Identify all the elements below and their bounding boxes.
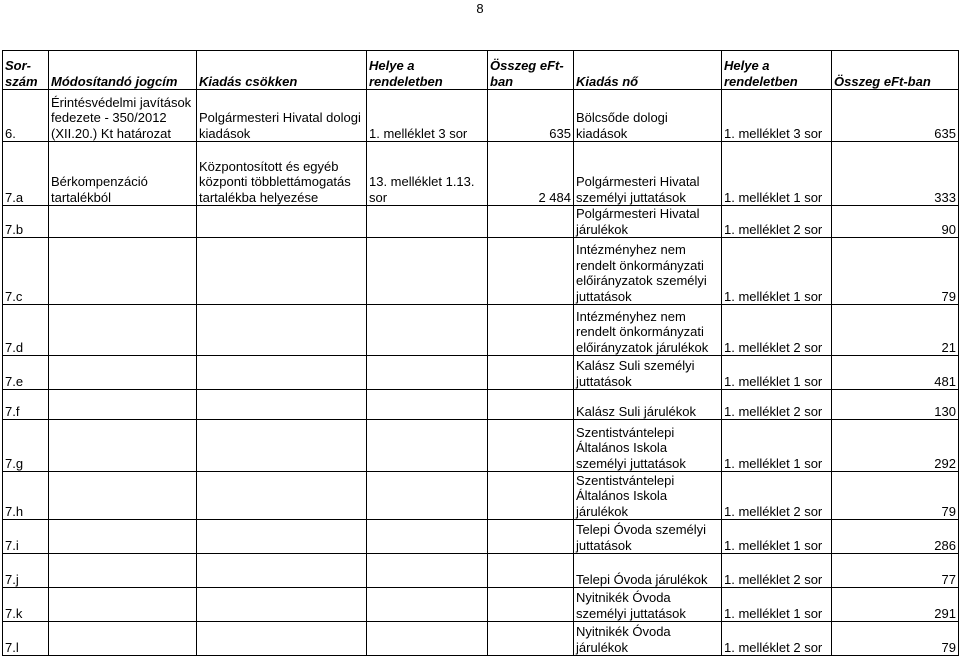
csokken-cell: Polgármesteri Hivatal dologi kiadások [197, 90, 367, 142]
csokken-cell: Központosított és egyéb központi többlettámogatás tartalékba helyezése [197, 142, 367, 206]
table-row [3, 142, 959, 206]
header-kiadas-no: Kiadás nő [574, 51, 722, 90]
kiadas-no-cell: Polgármesteri Hivatal járulékok [574, 206, 722, 238]
jogcim-cell [49, 206, 197, 238]
jogcim-cell [49, 520, 197, 554]
helye-1-cell [367, 472, 488, 520]
table-row [3, 472, 959, 520]
table-row [3, 622, 959, 656]
jogcim-cell [49, 472, 197, 520]
header-kiadas-csokken: Kiadás csökken [197, 51, 367, 90]
helye-2-cell: 1. melléklet 1 sor [722, 588, 832, 622]
header-modositando-jogcim: Módosítandó jogcím [49, 51, 197, 90]
helye-1-cell [367, 356, 488, 390]
osszeg-1-cell: 2 484 [488, 142, 574, 206]
osszeg-2-cell: 292 [832, 420, 959, 472]
helye-2-cell: 1. melléklet 1 sor [722, 520, 832, 554]
osszeg-1-cell [488, 520, 574, 554]
sorszam-cell: 7.g [3, 420, 49, 472]
helye-1-cell [367, 206, 488, 238]
table-row [3, 90, 959, 142]
kiadas-no-cell: Intézményhez nem rendelt önkormányzati előirányzatok járulékok [574, 305, 722, 356]
osszeg-2-cell: 333 [832, 142, 959, 206]
sorszam-cell: 7.k [3, 588, 49, 622]
helye-2-cell: 1. melléklet 2 sor [722, 305, 832, 356]
helye-1-cell: 13. melléklet 1.13. sor [367, 142, 488, 206]
helye-2-cell: 1. melléklet 2 sor [722, 206, 832, 238]
osszeg-1-cell [488, 305, 574, 356]
osszeg-1-cell [488, 390, 574, 420]
osszeg-2-cell: 21 [832, 305, 959, 356]
osszeg-1-cell [488, 554, 574, 588]
csokken-cell [197, 622, 367, 656]
osszeg-1-cell [488, 356, 574, 390]
csokken-cell [197, 588, 367, 622]
csokken-cell [197, 238, 367, 305]
helye-1-cell [367, 420, 488, 472]
osszeg-2-cell: 79 [832, 472, 959, 520]
sorszam-cell: 6. [3, 90, 49, 142]
helye-2-cell: 1. melléklet 1 sor [722, 238, 832, 305]
jogcim-cell [49, 588, 197, 622]
jogcim-cell: Érintésvédelmi javítások fedezete - 350/2012 (XII.20.) Kt határozat [49, 90, 197, 142]
osszeg-1-cell [488, 622, 574, 656]
helye-1-cell [367, 622, 488, 656]
helye-1-cell [367, 588, 488, 622]
helye-2-cell: 1. melléklet 2 sor [722, 472, 832, 520]
helye-1-cell [367, 305, 488, 356]
table-row [3, 520, 959, 554]
jogcim-cell [49, 356, 197, 390]
kiadas-no-cell: Polgármesteri Hivatal személyi juttatások [574, 142, 722, 206]
helye-2-cell: 1. melléklet 2 sor [722, 390, 832, 420]
osszeg-2-cell: 79 [832, 622, 959, 656]
csokken-cell [197, 554, 367, 588]
helye-1-cell: 1. melléklet 3 sor [367, 90, 488, 142]
helye-1-cell [367, 554, 488, 588]
csokken-cell [197, 390, 367, 420]
helye-2-cell: 1. melléklet 3 sor [722, 90, 832, 142]
helye-2-cell: 1. melléklet 2 sor [722, 622, 832, 656]
helye-1-cell [367, 238, 488, 305]
jogcim-cell [49, 420, 197, 472]
kiadas-no-cell: Telepi Óvoda járulékok [574, 554, 722, 588]
osszeg-1-cell [488, 238, 574, 305]
osszeg-2-cell: 635 [832, 90, 959, 142]
sorszam-cell: 7.c [3, 238, 49, 305]
header-osszeg-1: Összeg eFt-ban [488, 51, 574, 90]
kiadas-no-cell: Szentistvántelepi Általános Iskola személyi juttatások [574, 420, 722, 472]
sorszam-cell: 7.f [3, 390, 49, 420]
kiadas-no-cell: Nyitnikék Óvoda járulékok [574, 622, 722, 656]
csokken-cell [197, 472, 367, 520]
kiadas-no-cell: Bölcsőde dologi kiadások [574, 90, 722, 142]
header-helye-2: Helye a rendeletben [722, 51, 832, 90]
csokken-cell [197, 356, 367, 390]
osszeg-1-cell [488, 472, 574, 520]
csokken-cell [197, 520, 367, 554]
osszeg-1-cell [488, 206, 574, 238]
header-osszeg-2: Összeg eFt-ban [832, 51, 959, 90]
csokken-cell [197, 206, 367, 238]
sorszam-cell: 7.h [3, 472, 49, 520]
sorszam-cell: 7.a [3, 142, 49, 206]
jogcim-cell [49, 554, 197, 588]
osszeg-2-cell: 291 [832, 588, 959, 622]
jogcim-cell [49, 305, 197, 356]
helye-1-cell [367, 520, 488, 554]
helye-2-cell: 1. melléklet 1 sor [722, 142, 832, 206]
kiadas-no-cell: Telepi Óvoda személyi juttatások [574, 520, 722, 554]
osszeg-2-cell: 130 [832, 390, 959, 420]
sorszam-cell: 7.d [3, 305, 49, 356]
kiadas-no-cell: Kalász Suli járulékok [574, 390, 722, 420]
helye-1-cell [367, 390, 488, 420]
sorszam-cell: 7.j [3, 554, 49, 588]
sorszam-cell: 7.b [3, 206, 49, 238]
kiadas-no-cell: Kalász Suli személyi juttatások [574, 356, 722, 390]
osszeg-1-cell [488, 420, 574, 472]
helye-2-cell: 1. melléklet 2 sor [722, 554, 832, 588]
csokken-cell [197, 420, 367, 472]
osszeg-2-cell: 286 [832, 520, 959, 554]
osszeg-2-cell: 90 [832, 206, 959, 238]
jogcim-cell [49, 622, 197, 656]
header-helye-1: Helye a rendeletben [367, 51, 488, 90]
sorszam-cell: 7.i [3, 520, 49, 554]
helye-2-cell: 1. melléklet 1 sor [722, 356, 832, 390]
sorszam-cell: 7.e [3, 356, 49, 390]
table-row [3, 420, 959, 472]
table-row [3, 390, 959, 420]
page-number: 8 [476, 1, 484, 16]
table-row [3, 588, 959, 622]
jogcim-cell [49, 238, 197, 305]
kiadas-no-cell: Szentistvántelepi Általános Iskola járulékok [574, 472, 722, 520]
header-sorszam: Sor-szám [3, 51, 49, 90]
osszeg-2-cell: 77 [832, 554, 959, 588]
csokken-cell [197, 305, 367, 356]
table-row [3, 554, 959, 588]
table-row [3, 305, 959, 356]
sorszam-cell: 7.l [3, 622, 49, 656]
osszeg-2-cell: 79 [832, 238, 959, 305]
budget-modification-table [2, 50, 959, 656]
osszeg-1-cell: 635 [488, 90, 574, 142]
table-row [3, 356, 959, 390]
jogcim-cell [49, 390, 197, 420]
table-row [3, 206, 959, 238]
table-header-row [3, 51, 959, 90]
osszeg-1-cell [488, 588, 574, 622]
helye-2-cell: 1. melléklet 1 sor [722, 420, 832, 472]
kiadas-no-cell: Nyitnikék Óvoda személyi juttatások [574, 588, 722, 622]
kiadas-no-cell: Intézményhez nem rendelt önkormányzati előirányzatok személyi juttatások [574, 238, 722, 305]
jogcim-cell: Bérkompenzáció tartalékból [49, 142, 197, 206]
table-row [3, 238, 959, 305]
osszeg-2-cell: 481 [832, 356, 959, 390]
